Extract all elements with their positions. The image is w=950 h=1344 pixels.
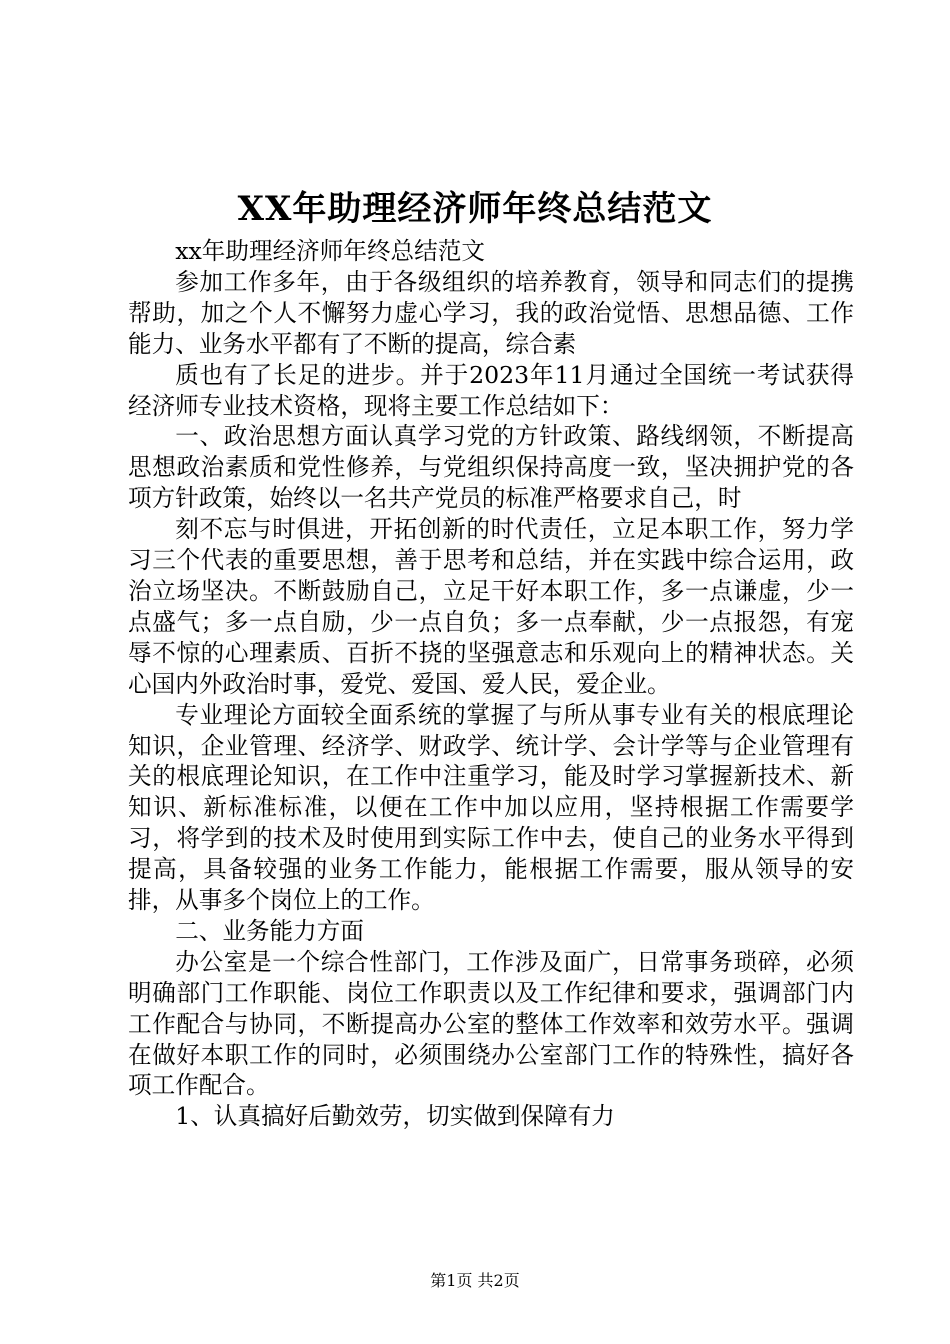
page-footer: 第1页 共2页 xyxy=(430,1271,520,1290)
paragraph: 专业理论方面较全面系统的掌握了与所从事专业有关的根底理论知识，企业管理、经济学、财政学、统计学、会计学等与企业管理有关的根底理论知识，在工作中注重学习，能及时学习掌握新技术、新知识、新标准标准，以便在工作中加以应用，坚持根据工作需要学习，将学到的技术及时使用到实际工作中去，使自己的业务水平得到提高，具备较强的业务工作能力，能根据工作需要，服从领导的安排，从事多个岗位上的工作。 xyxy=(128,700,854,915)
document-title: XX年助理经济师年终总结范文 xyxy=(237,189,713,229)
paragraph: 参加工作多年，由于各级组织的培养教育，领导和同志们的提携帮助，加之个人不懈努力虚心学习，我的政治觉悟、思想品德、工作能力、业务水平都有了不断的提高，综合素 xyxy=(128,267,854,358)
document-body xyxy=(128,236,854,1132)
paragraph: 刻不忘与时俱进，开拓创新的时代责任，立足本职工作，努力学习三个代表的重要思想，善于思考和总结，并在实践中综合运用，政治立场坚决。不断鼓励自己，立足干好本职工作，多一点谦虚，少一点盛气；多一点自励，少一点自负；多一点奉献，少一点报怨，有宠辱不惊的心理素质、百折不挠的坚强意志和乐观向上的精神状态。关心国内外政治时事，爱党、爱国、爱人民，爱企业。 xyxy=(128,515,854,698)
paragraph-subtitle: xx年助理经济师年终总结范文 xyxy=(175,237,485,265)
paragraph: 质也有了长足的进步。并于2023年11月通过全国统一考试获得经济师专业技术资格，现将主要工作总结如下： xyxy=(128,360,854,420)
list-item-heading: 1、认真搞好后勤效劳，切实做到保障有力 xyxy=(175,1102,615,1131)
section-heading: 二、业务能力方面 xyxy=(175,916,364,945)
paragraph: 一、政治思想方面认真学习党的方针政策、路线纲领，不断提高思想政治素质和党性修养，与党组织保持高度一致，坚决拥护党的各项方针政策，始终以一名共产党员的标准严格要求自己，时 xyxy=(128,422,854,513)
paragraph: 办公室是一个综合性部门，工作涉及面广，日常事务琐碎，必须明确部门工作职能、岗位工作职责以及工作纪律和要求，强调部门内工作配合与协同，不断提高办公室的整体工作效率和效劳水平。强调在做好本职工作的同时，必须围绕办公室部门工作的特殊性，搞好各项工作配合。 xyxy=(128,947,854,1100)
